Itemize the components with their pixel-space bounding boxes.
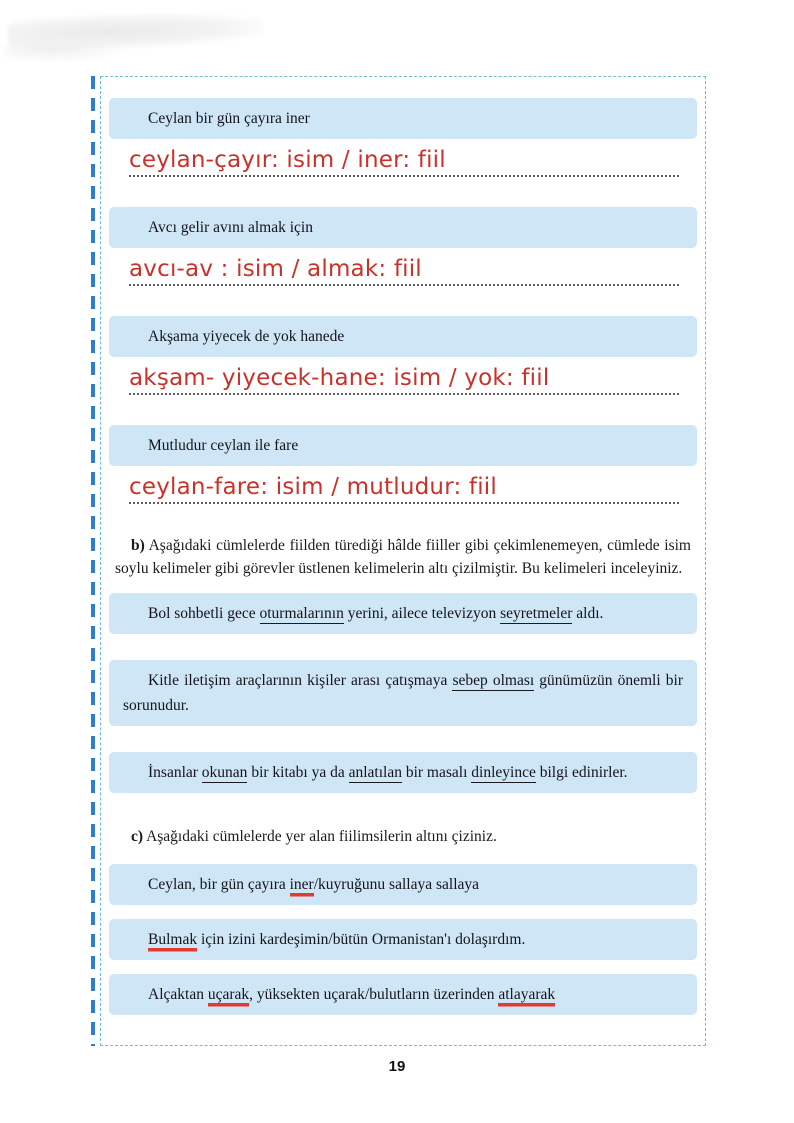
exercise-a-item — [109, 207, 697, 286]
exercise-a-item — [109, 425, 697, 504]
underlined-word: uçarak — [207, 986, 250, 1003]
text-segment: için izini kardeşimin/bütün Ormanistan'ı dolaşırdım. — [197, 931, 526, 948]
text-segment: bilgi edinirler. — [535, 764, 628, 781]
sentence-box — [109, 752, 697, 793]
text-segment: yerini, ailece televizyon — [343, 605, 501, 622]
sentence-box — [109, 98, 697, 139]
text-segment: Kitle iletişim araçlarının kişiler arası çatışmaya — [148, 672, 453, 689]
content-frame — [100, 76, 706, 1046]
answer-line — [129, 471, 679, 504]
sentence-text: Avcı gelir avını almak için — [148, 219, 313, 236]
text-segment: /kuyruğunu sallaya sallaya — [313, 876, 480, 893]
text-segment: , yüksekten uçarak/bulutların üzerinden — [249, 986, 499, 1003]
handwritten-answer: avcı-av : isim / almak: fiil — [129, 256, 422, 282]
section-c-text: Aşağıdaki cümlelerde yer alan fiilimsilerin altını çiziniz. — [146, 828, 497, 845]
answer-line — [129, 253, 679, 286]
underlined-word: Bulmak — [148, 931, 198, 948]
underlined-word: iner — [289, 876, 314, 893]
section-c-instruction — [115, 825, 691, 848]
underlined-word: oturmalarının — [259, 605, 344, 622]
handwritten-answer: ceylan-fare: isim / mutludur: fiil — [129, 474, 497, 500]
underlined-word: sebep olması — [452, 672, 535, 689]
underlined-word: dinleyince — [471, 764, 536, 781]
section-b-label: b) — [131, 537, 145, 554]
page-number: 19 — [388, 1058, 406, 1075]
sentence-text: Akşama yiyecek de yok hanede — [148, 328, 345, 345]
sentence-box — [109, 316, 697, 357]
underlined-word: seyretmeler — [500, 605, 573, 622]
answer-line — [129, 144, 679, 177]
text-segment: İnsanlar — [148, 764, 202, 781]
sentence-box — [109, 593, 697, 634]
exercise-a-item — [109, 98, 697, 177]
answer-line — [129, 362, 679, 395]
section-b-instruction — [115, 534, 691, 580]
sentence-box — [109, 660, 697, 726]
sentence-box — [109, 425, 697, 466]
left-dashed-rule — [91, 76, 95, 1046]
text-segment: bir masalı — [401, 764, 472, 781]
text-segment: Alçaktan — [148, 986, 208, 1003]
text-segment: Bol sohbetli gece — [148, 605, 260, 622]
sentence-box — [109, 974, 697, 1015]
exercise-a-item — [109, 316, 697, 395]
underlined-word: okunan — [201, 764, 248, 781]
sentence-box — [109, 207, 697, 248]
section-c-label: c) — [131, 828, 144, 845]
text-segment: günümüzün önemli bir sorunudur. — [123, 672, 683, 714]
sentence-box — [109, 864, 697, 905]
sentence-text: Ceylan bir gün çayıra iner — [148, 110, 310, 127]
handwritten-answer: akşam- yiyecek-hane: isim / yok: fiil — [129, 365, 550, 391]
text-segment: bir kitabı ya da — [247, 764, 349, 781]
text-segment: aldı. — [572, 605, 604, 622]
scan-artifact — [4, 40, 124, 62]
text-segment: Ceylan, bir gün çayıra — [148, 876, 290, 893]
underlined-word: anlatılan — [348, 764, 402, 781]
sentence-text: Mutludur ceylan ile fare — [148, 437, 299, 454]
handwritten-answer: ceylan-çayır: isim / iner: fiil — [129, 147, 446, 173]
sentence-box — [109, 919, 697, 960]
underlined-word: atlayarak — [498, 986, 556, 1003]
section-b-text: Aşağıdaki cümlelerde fiilden türediği hâlde fiiller gibi çekimlenemeyen, cümlede isim soylu kelimeler gibi görevler üstlenen kelimelerin altı çizilmiştir. Bu kelimeleri inceleyiniz. — [115, 537, 691, 577]
